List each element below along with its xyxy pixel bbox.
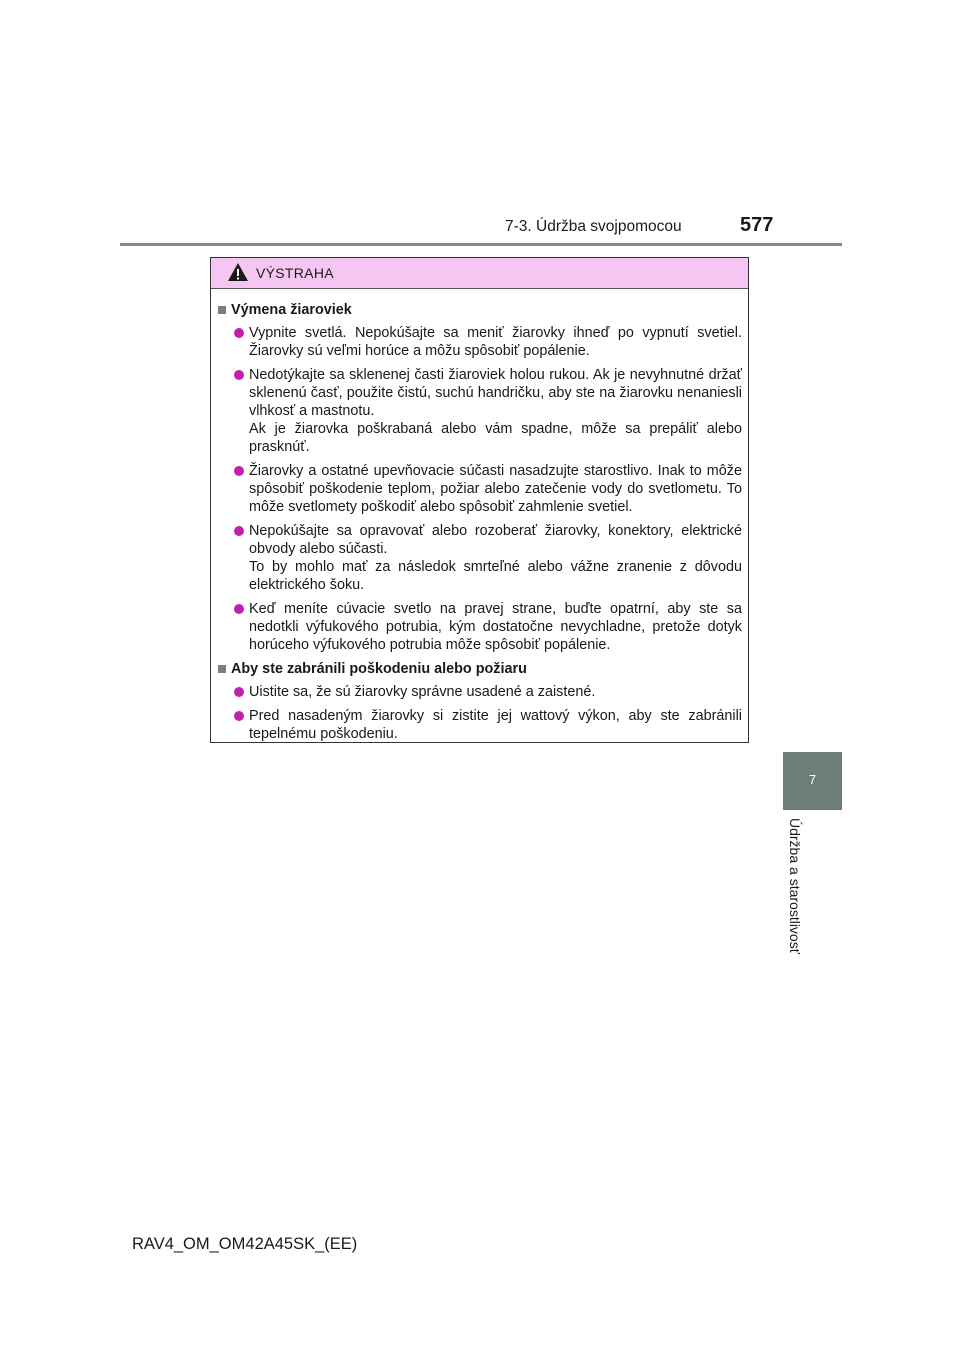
- list-item: [218, 707, 742, 743]
- list-item-text: [249, 366, 742, 456]
- bullet-dot-icon: [234, 526, 244, 536]
- bullet-dot-icon: [234, 370, 244, 380]
- document-code: RAV4_OM_OM42A45SK_(EE): [132, 1235, 358, 1253]
- list-item: [218, 600, 742, 654]
- paragraph: Ak je žiarovka poškrabaná alebo vám spadne, môže sa prepáliť alebo prasknúť.: [249, 421, 742, 455]
- paragraph: Pred nasadeným žiarovky si zistite jej wattový výkon, aby ste zabránili tepelnému poškodeniu.: [249, 708, 742, 742]
- header-rule: [120, 243, 842, 246]
- section-heading: [218, 660, 742, 678]
- paragraph: Uistite sa, že sú žiarovky správne usadené a zaistené.: [249, 684, 596, 700]
- list-item-text: [249, 462, 742, 516]
- section-heading-text: Výmena žiaroviek: [231, 302, 352, 318]
- list-item: [218, 366, 742, 456]
- paragraph: To by mohlo mať za následok smrteľné alebo vážne zranenie z dôvodu elektrického šoku.: [249, 559, 742, 593]
- list-item: [218, 462, 742, 516]
- list-item: [218, 324, 742, 360]
- paragraph: Vypnite svetlá. Nepokúšajte sa meniť žiarovky ihneď po vypnutí svetiel. Žiarovky sú veľmi horúce a môžu spôsobiť popálenie.: [249, 325, 742, 359]
- square-bullet-icon: [218, 665, 226, 673]
- warning-box: [210, 257, 749, 743]
- square-bullet-icon: [218, 306, 226, 314]
- list-item-text: [249, 522, 742, 594]
- page-number: 577: [740, 214, 774, 236]
- list-item-text: [249, 324, 742, 360]
- warning-body: [211, 289, 748, 743]
- paragraph: Nedotýkajte sa sklenenej časti žiaroviek holou rukou. Ak je nevyhnutné držať sklenenú časť, použite čistú, suchú handričku, aby ste na žiarovku nenaniesli vlhkosť a mastnotu.: [249, 367, 742, 419]
- paragraph: Žiarovky a ostatné upevňovacie súčasti nasadzujte starostlivo. Inak to môže spôsobiť poškodenie teplom, požiar alebo zatečenie vody do svetlometu. To môže svetlomety poškodiť alebo spôsobiť zahmlenie svetiel.: [249, 463, 742, 515]
- warning-title: VÝSTRAHA: [256, 265, 334, 281]
- bullet-dot-icon: [234, 687, 244, 697]
- list-item: [218, 522, 742, 594]
- warning-triangle-icon: [227, 262, 249, 282]
- list-item-text: [249, 683, 742, 701]
- paragraph: Nepokúšajte sa opravovať alebo rozoberať žiarovky, konektory, elektrické obvody alebo súčasti.: [249, 523, 742, 557]
- section-title: 7-3. Údržba svojpomocou: [505, 218, 682, 235]
- chapter-label: Údržba a starostlivosť: [787, 818, 803, 954]
- chapter-number: 7: [808, 772, 817, 787]
- paragraph: Keď meníte cúvacie svetlo na pravej strane, buďte opatrní, aby ste sa nedotkli výfukového potrubia, kým dostatočne nevychladne, pretože dotyk horúceho výfukového potrubia môže spôsobiť popálenie.: [249, 601, 742, 653]
- bullet-dot-icon: [234, 711, 244, 721]
- section-heading: [218, 301, 742, 319]
- bullet-dot-icon: [234, 466, 244, 476]
- chapter-tab: [783, 752, 842, 810]
- list-item-text: [249, 600, 742, 654]
- list-item: [218, 683, 742, 701]
- warning-header: [211, 258, 748, 289]
- section-heading-text: Aby ste zabránili poškodeniu alebo požiaru: [231, 661, 527, 677]
- bullet-dot-icon: [234, 604, 244, 614]
- list-item-text: [249, 707, 742, 743]
- bullet-dot-icon: [234, 328, 244, 338]
